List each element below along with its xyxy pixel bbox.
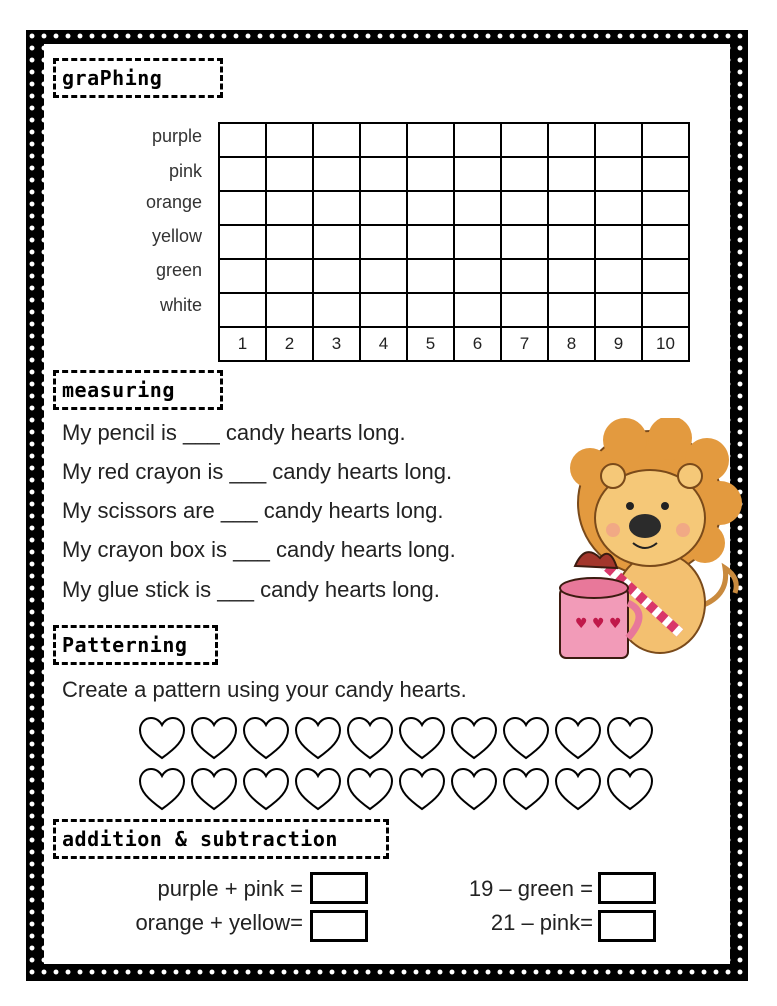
graph-cell[interactable] [595,191,642,225]
answer-box-2[interactable] [310,910,368,942]
heart-outline-icon[interactable] [190,767,238,813]
answer-box-3[interactable] [598,872,656,904]
row-label-orange: orange [145,192,202,212]
graph-cell[interactable] [501,293,548,327]
graph-cell[interactable] [595,123,642,157]
heart-outline-icon[interactable] [502,716,550,762]
heart-outline-icon[interactable] [554,716,602,762]
graph-cell[interactable] [219,293,266,327]
graph-cell[interactable] [501,123,548,157]
graph-column-number: 1 [219,327,266,361]
graph-cell[interactable] [548,293,595,327]
equation-19-minus-green: 19 – green = [468,876,593,901]
graph-cell[interactable] [501,191,548,225]
heart-outline-icon[interactable] [294,716,342,762]
graph-column-number: 10 [642,327,689,361]
graph-cell[interactable] [642,191,689,225]
graph-cell[interactable] [313,259,360,293]
graph-cell[interactable] [642,157,689,191]
answer-box-1[interactable] [310,872,368,904]
graph-cell[interactable] [313,191,360,225]
graph-number-row [219,327,689,361]
heart-outline-icon[interactable] [190,716,238,762]
heart-outline-icon[interactable] [242,767,290,813]
graph-cell[interactable] [219,259,266,293]
graph-cell[interactable] [360,191,407,225]
graph-cell[interactable] [595,157,642,191]
row-label-green: green [155,260,202,280]
graph-row-orange [219,191,689,225]
graph-cell[interactable] [407,157,454,191]
heart-outline-icon[interactable] [138,767,186,813]
measure-sentence-crayon-box: My crayon box is ___ candy hearts long. [62,537,456,562]
patterning-heading: Patterning [53,625,218,665]
graph-cell[interactable] [360,123,407,157]
graph-cell[interactable] [595,259,642,293]
graph-cell[interactable] [313,293,360,327]
lion-with-mug-illustration [545,418,745,663]
graph-cell[interactable] [266,191,313,225]
graph-cell[interactable] [548,123,595,157]
graph-cell[interactable] [501,225,548,259]
graph-cell[interactable] [407,259,454,293]
graph-row-yellow [219,225,689,259]
graph-cell[interactable] [266,157,313,191]
graph-row-pink [219,157,689,191]
graph-cell[interactable] [219,123,266,157]
graph-cell[interactable] [360,259,407,293]
svg-text:♥ ♥ ♥: ♥ ♥ ♥ [575,616,622,632]
heart-outline-icon[interactable] [346,716,394,762]
graph-cell[interactable] [313,157,360,191]
graph-column-number: 6 [454,327,501,361]
graph-row-purple [219,123,689,157]
graph-cell[interactable] [454,157,501,191]
hearts-row-2 [138,767,654,813]
graph-column-number: 8 [548,327,595,361]
row-label-white: white [159,295,202,315]
heart-outline-icon[interactable] [138,716,186,762]
measure-sentence-pencil: My pencil is ___ candy hearts long. [62,420,406,445]
graph-column-number: 3 [313,327,360,361]
row-label-yellow: yellow [151,226,202,246]
heart-outline-icon[interactable] [450,716,498,762]
graph-cell[interactable] [407,293,454,327]
graph-cell[interactable] [313,225,360,259]
heart-outline-icon[interactable] [606,767,654,813]
measure-sentence-scissors: My scissors are ___ candy hearts long. [62,498,444,523]
measuring-heading: measuring [53,370,223,410]
heart-outline-icon[interactable] [606,716,654,762]
graph-column-number: 7 [501,327,548,361]
graphing-heading: graPhing [53,58,223,98]
graph-cell[interactable] [548,157,595,191]
measure-sentence-red-crayon: My red crayon is ___ candy hearts long. [62,459,453,484]
heart-outline-icon[interactable] [294,767,342,813]
row-label-purple: purple [151,126,202,146]
graph-cell[interactable] [266,225,313,259]
graph-cell[interactable] [454,191,501,225]
heart-outline-icon[interactable] [450,767,498,813]
addition-subtraction-heading: addition & subtraction [53,819,389,859]
graph-column-number: 9 [595,327,642,361]
graph-cell[interactable] [548,259,595,293]
graph-cell[interactable] [454,123,501,157]
graph-cell[interactable] [642,225,689,259]
graph-cell[interactable] [313,123,360,157]
heart-outline-icon[interactable] [346,767,394,813]
heart-outline-icon[interactable] [242,716,290,762]
row-label-pink: pink [168,161,202,181]
graph-cell[interactable] [454,259,501,293]
graph-cell[interactable] [219,157,266,191]
equation-orange-plus-yellow: orange + yellow= [135,910,303,935]
graph-column-number: 2 [266,327,313,361]
graph-cell[interactable] [219,225,266,259]
answer-box-4[interactable] [598,910,656,942]
equation-purple-plus-pink: purple + pink = [157,876,303,901]
graph-cell[interactable] [219,191,266,225]
graph-cell[interactable] [454,293,501,327]
graph-cell[interactable] [407,123,454,157]
graph-cell[interactable] [501,259,548,293]
graph-cell[interactable] [266,293,313,327]
strawberries [575,552,617,568]
graph-cell[interactable] [548,225,595,259]
pattern-instruction: Create a pattern using your candy hearts. [62,677,467,702]
graph-row-white [219,293,689,327]
heart-outline-icon[interactable] [502,767,550,813]
graph-cell[interactable] [501,157,548,191]
equation-21-minus-pink: 21 – pink= [490,910,593,935]
graph-cell[interactable] [407,191,454,225]
heart-outline-icon[interactable] [398,716,446,762]
graph-cell[interactable] [266,259,313,293]
graph-column-number: 4 [360,327,407,361]
graph-cell[interactable] [266,123,313,157]
graph-cell[interactable] [642,259,689,293]
graph-cell[interactable] [454,225,501,259]
heart-outline-icon[interactable] [554,767,602,813]
bar-graph-grid[interactable] [218,122,690,362]
graph-cell[interactable] [642,123,689,157]
graph-cell[interactable] [360,225,407,259]
graph-row-green [219,259,689,293]
graph-cell[interactable] [407,225,454,259]
graph-cell[interactable] [642,293,689,327]
graph-cell[interactable] [548,191,595,225]
graph-cell[interactable] [595,225,642,259]
measure-sentence-glue-stick: My glue stick is ___ candy hearts long. [62,577,440,602]
graph-cell[interactable] [360,293,407,327]
hearts-row-1 [138,716,654,762]
graph-cell[interactable] [595,293,642,327]
heart-outline-icon[interactable] [398,767,446,813]
graph-column-number: 5 [407,327,454,361]
graph-cell[interactable] [360,157,407,191]
